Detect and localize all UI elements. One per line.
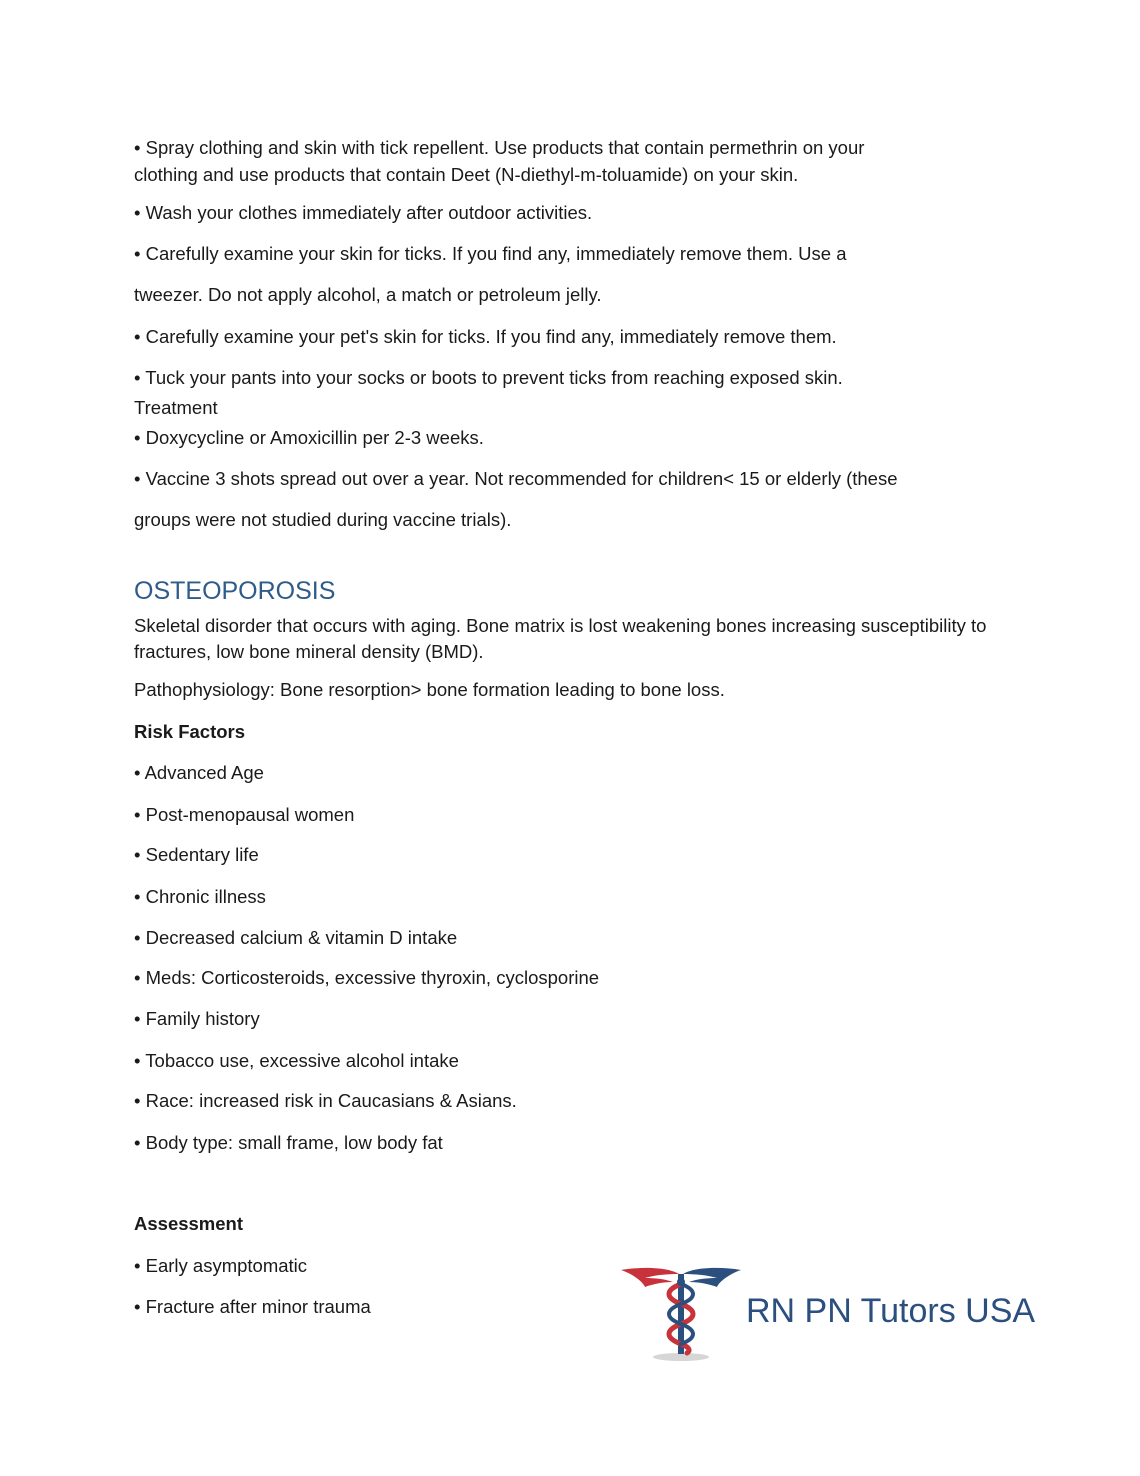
tick-prevention-item-tuck-pants: • Tuck your pants into your socks or boots to prevent ticks from reaching exposed skin. bbox=[134, 367, 843, 388]
brand-logo bbox=[615, 1262, 1045, 1372]
osteoporosis-heading: OSTEOPOROSIS bbox=[134, 577, 336, 605]
risk-factor-item: • Race: increased risk in Caucasians & Asians. bbox=[134, 1090, 517, 1111]
osteoporosis-definition-line1: Skeletal disorder that occurs with aging. Bone matrix is lost weakening bones increasing susceptibility to bbox=[134, 615, 987, 636]
risk-factors-label: Risk Factors bbox=[134, 721, 246, 742]
risk-factor-item: • Chronic illness bbox=[134, 886, 266, 907]
treatment-item-vaccine-line2: groups were not studied during vaccine trials). bbox=[134, 509, 512, 530]
tick-prevention-item-wash: • Wash your clothes immediately after outdoor activities. bbox=[134, 202, 593, 223]
pathophysiology-text: Pathophysiology: Bone resorption> bone formation leading to bone loss. bbox=[134, 679, 725, 700]
treatment-item-vaccine-line1: • Vaccine 3 shots spread out over a year. Not recommended for children< 15 or elderly (these bbox=[134, 468, 898, 489]
brand-name: RN PN Tutors USA bbox=[746, 1292, 1036, 1330]
tick-prevention-item-examine-pet: • Carefully examine your pet's skin for ticks. If you find any, immediately remove them. bbox=[134, 326, 837, 347]
osteoporosis-definition-line2: fractures, low bone mineral density (BMD). bbox=[134, 641, 484, 662]
tick-prevention-item-examine-skin-line2: tweezer. Do not apply alcohol, a match or petroleum jelly. bbox=[134, 284, 602, 305]
caduceus-icon bbox=[615, 1262, 750, 1364]
risk-factor-item: • Body type: small frame, low body fat bbox=[134, 1132, 443, 1153]
risk-factor-item: • Family history bbox=[134, 1008, 260, 1029]
tick-prevention-item-examine-skin-line1: • Carefully examine your skin for ticks. If you find any, immediately remove them. Use a bbox=[134, 243, 847, 264]
risk-factor-item: • Post-menopausal women bbox=[134, 804, 355, 825]
risk-factor-item: • Tobacco use, excessive alcohol intake bbox=[134, 1050, 459, 1071]
treatment-label: Treatment bbox=[134, 397, 218, 418]
risk-factor-item: • Meds: Corticosteroids, excessive thyroxin, cyclosporine bbox=[134, 967, 600, 988]
risk-factor-item: • Sedentary life bbox=[134, 844, 259, 865]
assessment-item: • Fracture after minor trauma bbox=[134, 1296, 371, 1317]
risk-factor-item: • Advanced Age bbox=[134, 762, 264, 783]
assessment-item: • Early asymptomatic bbox=[134, 1255, 308, 1276]
assessment-label: Assessment bbox=[134, 1213, 244, 1234]
risk-factor-item: • Decreased calcium & vitamin D intake bbox=[134, 927, 458, 948]
treatment-item-antibiotics: • Doxycycline or Amoxicillin per 2-3 weeks. bbox=[134, 427, 484, 448]
tick-prevention-item-repellent-line1: • Spray clothing and skin with tick repellent. Use products that contain permethrin on your bbox=[134, 137, 865, 158]
tick-prevention-item-repellent-line2: clothing and use products that contain Deet (N-diethyl-m-toluamide) on your skin. bbox=[134, 164, 799, 185]
